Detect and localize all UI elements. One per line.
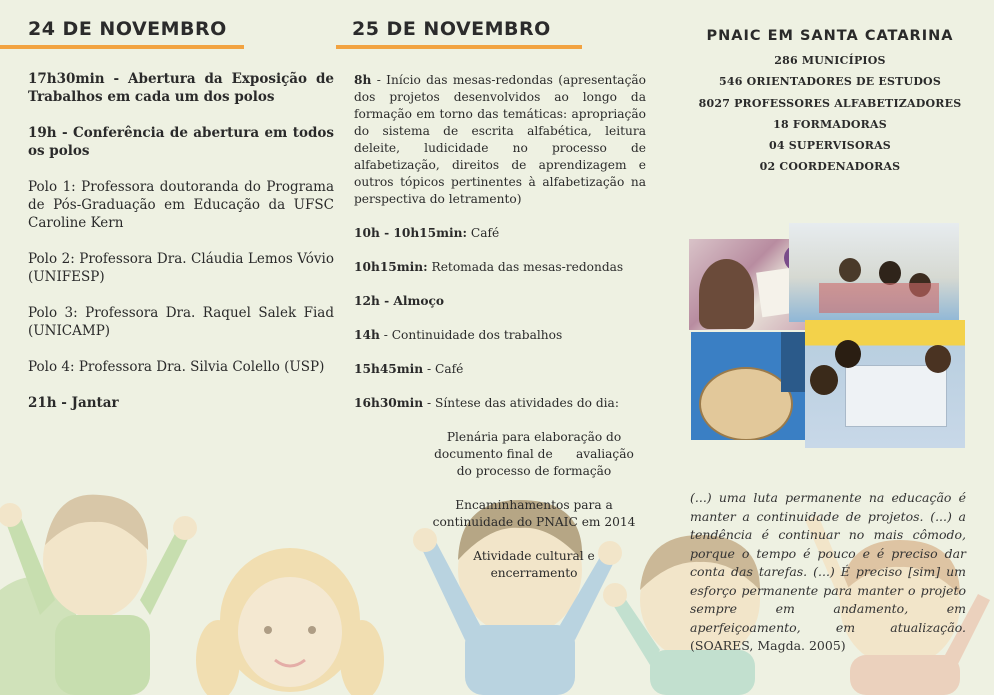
column-nov-24: [28, 18, 334, 44]
schedule-item: Polo 1: Professora doutoranda do Programa de Pós-Graduação em Educação da UFSC Caroline Kern: [28, 179, 334, 231]
photo-game-wheel: [691, 332, 805, 440]
schedule-item: 19h - Conferência de abertura em todos os polos: [28, 125, 334, 159]
pnaic-summary: [680, 28, 980, 178]
schedule-item: 8h - Início das mesas-redondas (apresentação dos projetos desenvolvidos ao longo da formação em torno das temáticas: apropriação do sistema de escrita alfabética, leitura deleite, ludicidade no processo de alfabetização, direitos de aprendizagem e outros tópicos pertinentes à alfabetização na perspectiva do letramento): [354, 73, 646, 206]
schedule-item: 10h - 10h15min: Café: [354, 226, 500, 240]
quote-text: (...) uma luta permanente na educação é manter a continuidade de projetos. (...) a tendência é continuar no mais cômodo, porque o tempo é pouco e é preciso dar conta das tarefas. (...) É preciso [sim] um esforço permanente para manter o projeto sempre em andamento, em aperfeiçoamento, em atualização.: [690, 490, 966, 635]
schedule-item: 16h30min - Síntese das atividades do dia:: [354, 396, 619, 410]
schedule-item: Polo 2: Professora Dra. Cláudia Lemos Vóvio (UNIFESP): [28, 251, 334, 285]
stat-line: 04 SUPERVISORAS: [769, 139, 891, 153]
photo-classroom-circle: [789, 223, 959, 322]
schedule-item: 10h15min: Retomada das mesas-redondas: [354, 260, 624, 274]
day-title: 24 DE NOVEMBRO: [28, 18, 227, 40]
schedule-nov-24: [28, 70, 334, 430]
sub-items: [354, 429, 646, 582]
stat-line: 286 MUNICÍPIOS: [774, 54, 886, 67]
photo-children-table: [805, 320, 965, 448]
schedule-item: 17h30min - Abertura da Exposição de Trabalhos em cada um dos polos: [28, 71, 334, 105]
schedule-item: 15h45min - Café: [354, 362, 464, 376]
stat-line: 18 FORMADORAS: [773, 117, 887, 131]
schedule-nov-25: [354, 72, 646, 599]
sub-item: Atividade cultural e encerramento: [473, 549, 595, 580]
soares-quote: [690, 489, 966, 656]
quote-citation: (SOARES, Magda. 2005): [690, 638, 846, 653]
title-underline: [336, 45, 582, 49]
child-figure: [0, 495, 197, 695]
schedule-item: Polo 4: Professora Dra. Silvia Colello (USP): [28, 359, 325, 375]
stat-line: 02 COORDENADORAS: [759, 160, 901, 174]
stat-line: 8027 PROFESSORES ALFABETIZADORES: [698, 96, 962, 110]
schedule-item: 14h - Continuidade dos trabalhos: [354, 328, 563, 342]
day-title: 25 DE NOVEMBRO: [352, 18, 551, 40]
section-title: PNAIC EM SANTA CATARINA: [706, 28, 954, 44]
sub-item: Plenária para elaboração do documento final de avaliação do processo de formação: [434, 430, 638, 478]
title-underline: [0, 45, 244, 49]
schedule-item: 21h - Jantar: [28, 395, 119, 411]
stat-line: 546 ORIENTADORES DE ESTUDOS: [719, 75, 941, 89]
schedule-item: 12h - Almoço: [354, 294, 445, 308]
schedule-item: Polo 3: Professora Dra. Raquel Salek Fiad (UNICAMP): [28, 305, 334, 339]
sub-item: Encaminhamentos para a continuidade do PNAIC em 2014: [432, 498, 636, 529]
column-nov-25: [352, 18, 652, 44]
